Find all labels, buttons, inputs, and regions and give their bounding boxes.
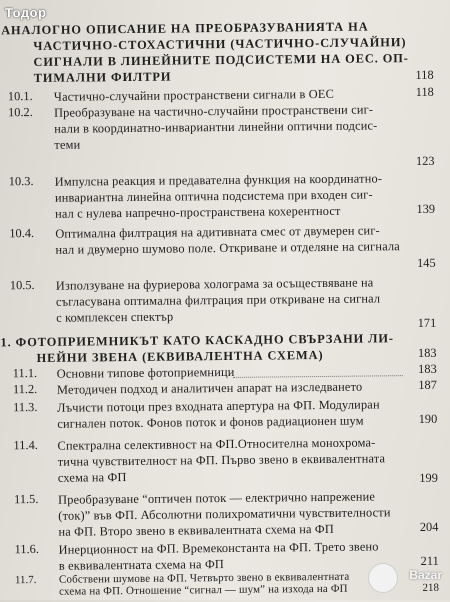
- section-11-7-line-2: схема на ФП. Отношение “сигнал — шум” на изхода на ФП: [58, 582, 348, 598]
- section-10-4-number: 10.4.: [9, 225, 35, 241]
- section-10-3-line-1: Импулсна реакция и предавателна функция на координатно-: [54, 171, 383, 189]
- section-11-8-number: [0, 0, 1, 1]
- section-11-1-page: 183: [418, 361, 437, 376]
- section-11-7-number: 11.7.: [14, 573, 37, 587]
- section-11-4-line-3: схема на ФП: [57, 470, 127, 485]
- chapter-11-title-line-2: НЕЙНИ ЗВЕНА (ЕКВИВАЛЕНТНА СХЕМА): [36, 347, 324, 365]
- section-11-7-line-1: Собствени шумове на ФП. Четвърто звено в еквивалентната: [58, 570, 350, 586]
- bazar-logo: [366, 560, 442, 594]
- section-11-2-page: 187: [418, 377, 437, 392]
- chapter-11-title-line-1: 1. ФОТОПРИЕМНИКЪТ КАТО КАСКАДНО СВЪРЗАНИ ЛИ-: [0, 331, 394, 350]
- chapter-10-title-line-4: ТИМАЛНИ ФИЛТРИ: [33, 69, 172, 85]
- section-11-6-line-1: Инерционност на ФП. Времеконстанта на ФП. Трето звено: [58, 539, 379, 557]
- section-11-3-line-2: сигнален поток. Фонов поток и фонов радиационен шум: [57, 413, 364, 431]
- chapter-10-title-line-3: СИГНАЛИ В ЛИНЕЙНИТЕ ПОДСИСТЕМИ НА ОЕС. ОП-: [33, 51, 409, 69]
- section-11-5-line-2: (ток)” във ФП. Абсолютни полихроматични чувствителности: [58, 505, 391, 523]
- section-11-7-page: 218: [422, 581, 440, 594]
- section-11-4-number: 11.4.: [13, 437, 38, 453]
- section-11-6-line-2: в еквивалентната схема на ФП: [58, 557, 225, 573]
- section-10-5-line-3: с комплексен спектър: [56, 309, 174, 325]
- section-10-1-number: 10.1.: [7, 89, 33, 104]
- section-11-4-line-1: Спектрална селективност на ФП.Относителна монохрома-: [57, 435, 376, 453]
- chapter-11-page: 183: [417, 345, 437, 360]
- section-10-2-page: 123: [415, 153, 435, 168]
- section-10-5-line-2: съгласувана оптимална филтрация при откриване на сигнал: [55, 291, 381, 309]
- section-11-3-page: 190: [418, 411, 438, 426]
- section-10-5-page: 171: [417, 315, 437, 330]
- section-11-4-line-2: тична чувствителност на ФП. Първо звено в еквивалентната: [57, 451, 386, 469]
- chapter-10-page: 118: [415, 67, 434, 82]
- section-10-3-number: 10.3.: [8, 173, 34, 189]
- section-11-1-number: 11.1.: [12, 365, 38, 381]
- watermark-text: Тодор: [4, 4, 47, 21]
- section-11-2-title: Методичен подход и аналитичен апарат на изследването: [56, 379, 363, 397]
- section-10-5-line-1: Използуване на фуриерова холограма за осъществяване на: [55, 275, 374, 293]
- section-10-3-page: 139: [416, 201, 436, 216]
- bazar-logo-icon: [368, 563, 398, 593]
- dot-leader: [233, 375, 403, 378]
- section-10-5-number: 10.5.: [9, 277, 35, 293]
- section-11-6-page: 211: [420, 553, 439, 568]
- section-10-4-page: 145: [416, 255, 436, 270]
- section-11-2-number: 11.2.: [12, 381, 38, 397]
- section-11-5-line-3: на ФП. Второ звено в еквивалентната схема на ФП: [58, 521, 334, 539]
- section-11-4-page: 199: [419, 470, 438, 485]
- section-11-5-number: 11.5.: [14, 491, 39, 507]
- bazar-logo-text: Bazar: [409, 568, 442, 582]
- chapter-10-title-line-2: ЧАСТИЧНО-СТОХАСТИЧНИ (ЧАСТИЧНО-СЛУЧАЙНИ): [33, 35, 407, 53]
- section-11-1-title: Основни типове фотоприемници: [56, 364, 235, 381]
- section-10-2-number: 10.2.: [7, 105, 33, 120]
- section-11-5-page: 204: [419, 519, 439, 534]
- section-11-6-number: 11.6.: [14, 541, 39, 557]
- section-11-3-number: 11.3.: [13, 399, 38, 415]
- section-10-2-line-2: нали в координатно-инвариантни линейни оптични подсис-: [54, 118, 378, 136]
- section-10-3-line-3: нал с нулева напречно-пространствена кохерентност: [55, 203, 341, 221]
- chapter-10-title-line-1: АНАЛОГНО ОПИСАНИЕ НА ПРЕОБРАЗУВАНИЯТА НА: [1, 19, 369, 38]
- section-11-3-line-1: Лъчисти потоци през входната апертура на ФП. Модулиран: [57, 397, 380, 415]
- section-10-3-line-2: инвариантна линейна оптична подсистема при входен сиг-: [54, 187, 373, 205]
- section-10-4-line-1: Оптимална филтрация на адитивната смес от двумерен сиг-: [55, 223, 380, 241]
- section-10-4-line-2: нал и двумерно шумово поле. Откриване и отделяне на сигнала: [55, 239, 400, 257]
- section-11-5-line-1: Преобразуване “оптичен поток — електрично напрежение: [58, 489, 376, 507]
- section-10-2-line-1: Преобразуване на частично-случайни пространствени сиг-: [53, 102, 374, 120]
- section-10-1-page: 118: [415, 84, 434, 99]
- section-10-2-line-3: теми: [54, 137, 81, 152]
- section-10-1-title: Частично-случайни пространствени сигнали в ОЕС: [53, 86, 335, 104]
